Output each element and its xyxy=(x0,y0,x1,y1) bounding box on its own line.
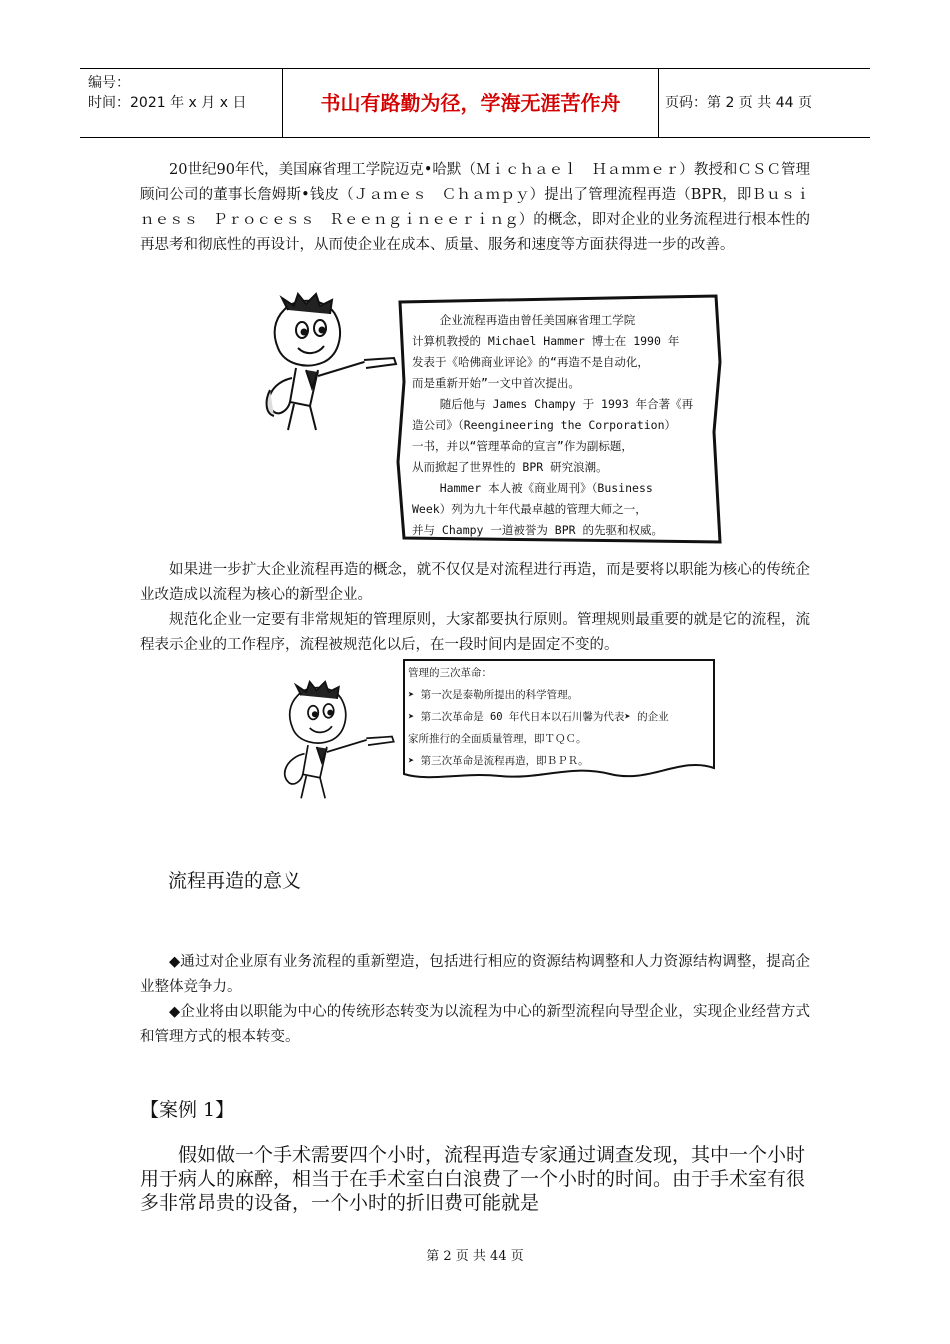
header-motto: 书山有路勤为径，学海无涯苦作舟 xyxy=(282,69,659,137)
note1-line: 企业流程再造由曾任美国麻省理工学院 xyxy=(412,313,636,327)
note1-line: 随后他与 James Champy 于 1993 年合著《再 xyxy=(412,397,694,411)
middle-paragraphs xyxy=(140,558,810,658)
paragraph-standardization: 规范化企业一定要有非常规矩的管理原则，大家都要执行原则。管理规则最重要的就是它的流程，流程表示企业的工作程序，流程被规范化以后，在一段时间内是固定不变的。 xyxy=(140,612,810,653)
note1-line: 造公司》（Reengineering the Corporation） xyxy=(412,418,677,432)
case-heading: 【案例 1】 xyxy=(140,1099,235,1121)
bullet-item: ◆企业将由以职能为中心的传统形态转变为以流程为中心的新型流程向导型企业，实现企业经营方式和管理方式的根本转变。 xyxy=(140,1004,810,1045)
note1-line: 计算机教授的 Michael Hammer 博士在 1990 年 xyxy=(412,334,680,348)
page-footer: 第 2 页 共 44 页 xyxy=(426,1249,524,1264)
note2-body xyxy=(408,662,718,772)
note1-line: Hammer 本人被《商业周刊》（Business xyxy=(412,481,653,495)
note2-line: 家所推行的全面质量管理，即ＴＱＣ。 xyxy=(408,733,587,745)
header-page-code: 页码：第 2 页 共 44 页 xyxy=(665,95,812,111)
note1-line: 发表于《哈佛商业评论》的“再造不是自动化， xyxy=(412,355,649,369)
paragraph-expand-concept: 如果进一步扩大企业流程再造的概念，就不仅仅是对流程进行再造，而是要将以职能为核心的传统企业改造成以流程为核心的新型企业。 xyxy=(140,562,810,603)
note1-line: 而是重新开始”一文中首次提出。 xyxy=(412,376,580,390)
cartoon-man-pointing-icon xyxy=(244,292,404,432)
intro-paragraph-block xyxy=(140,158,810,258)
case-text: 假如做一个手术需要四个小时，流程再造专家通过调查发现，其中一个小时用于病人的麻醉，相当于在手术室白白浪费了一个小时的时间。由于手术室有很多非常昂贵的设备，一个小时的折旧费可能就是 xyxy=(140,1144,806,1214)
header-meta xyxy=(80,69,280,137)
significance-bullets xyxy=(140,950,810,1050)
note1-body xyxy=(412,310,712,541)
case-text-block xyxy=(140,1143,810,1215)
page-header xyxy=(80,68,870,138)
note1-line: Week）列为九十年代最卓越的管理大师之一， xyxy=(412,502,647,516)
note2-title: 管理的三次革命： xyxy=(408,667,492,679)
cartoon-man-pointing-icon xyxy=(262,680,402,800)
bullet-item: ◆通过对企业原有业务流程的重新塑造，包括进行相应的资源结构调整和人力资源结构调整，提高企业整体竞争力。 xyxy=(140,954,810,995)
note2-line: ➤ 第一次是泰勒所提出的科学管理。 xyxy=(408,689,579,701)
section-title: 流程再造的意义 xyxy=(168,870,302,892)
number-label: 编号： xyxy=(88,75,130,91)
note1-line: 一书，并以“管理革命的宣言”作为副标题， xyxy=(412,439,633,453)
illustration-three-revolutions xyxy=(262,656,722,796)
note2-line: ➤ 第三次革命是流程再造，即ＢＰＲ。 xyxy=(408,755,589,767)
illustration-bpr-origin xyxy=(244,292,724,547)
intro-paragraph: 20世纪90年代，美国麻省理工学院迈克•哈默（Ｍｉｃｈａｅｌ Ｈａｍｍｅｒ）教授和ＣＳＣ管理顾问公司的董事长詹姆斯•钱皮（Ｊａｍｅｓ Ｃｈａｍｐｙ）提出了管理流程再造（BPR，即Ｂｕｓｉｎｅｓｓ Ｐｒｏｃｅｓｓ Ｒｅｅｎｇｉｎｅｅｒｉｎｇ）的概念，即对企业的业务流程进行根本性的再思考和彻底性的再设计，从而使企业在成本、质量、服务和速度等方面获得进一步的改善。 xyxy=(140,162,810,253)
note1-line: 从而掀起了世界性的 BPR 研究浪潮。 xyxy=(412,460,608,474)
note2-line: ➤ 第二次革命是 60 年代日本以石川馨为代表➤ 的企业 xyxy=(408,711,669,723)
note1-line: 并与 Champy 一道被誉为 BPR 的先驱和权威。 xyxy=(412,523,664,537)
time-label: 时间：2021 年 x 月 x 日 xyxy=(88,95,247,111)
